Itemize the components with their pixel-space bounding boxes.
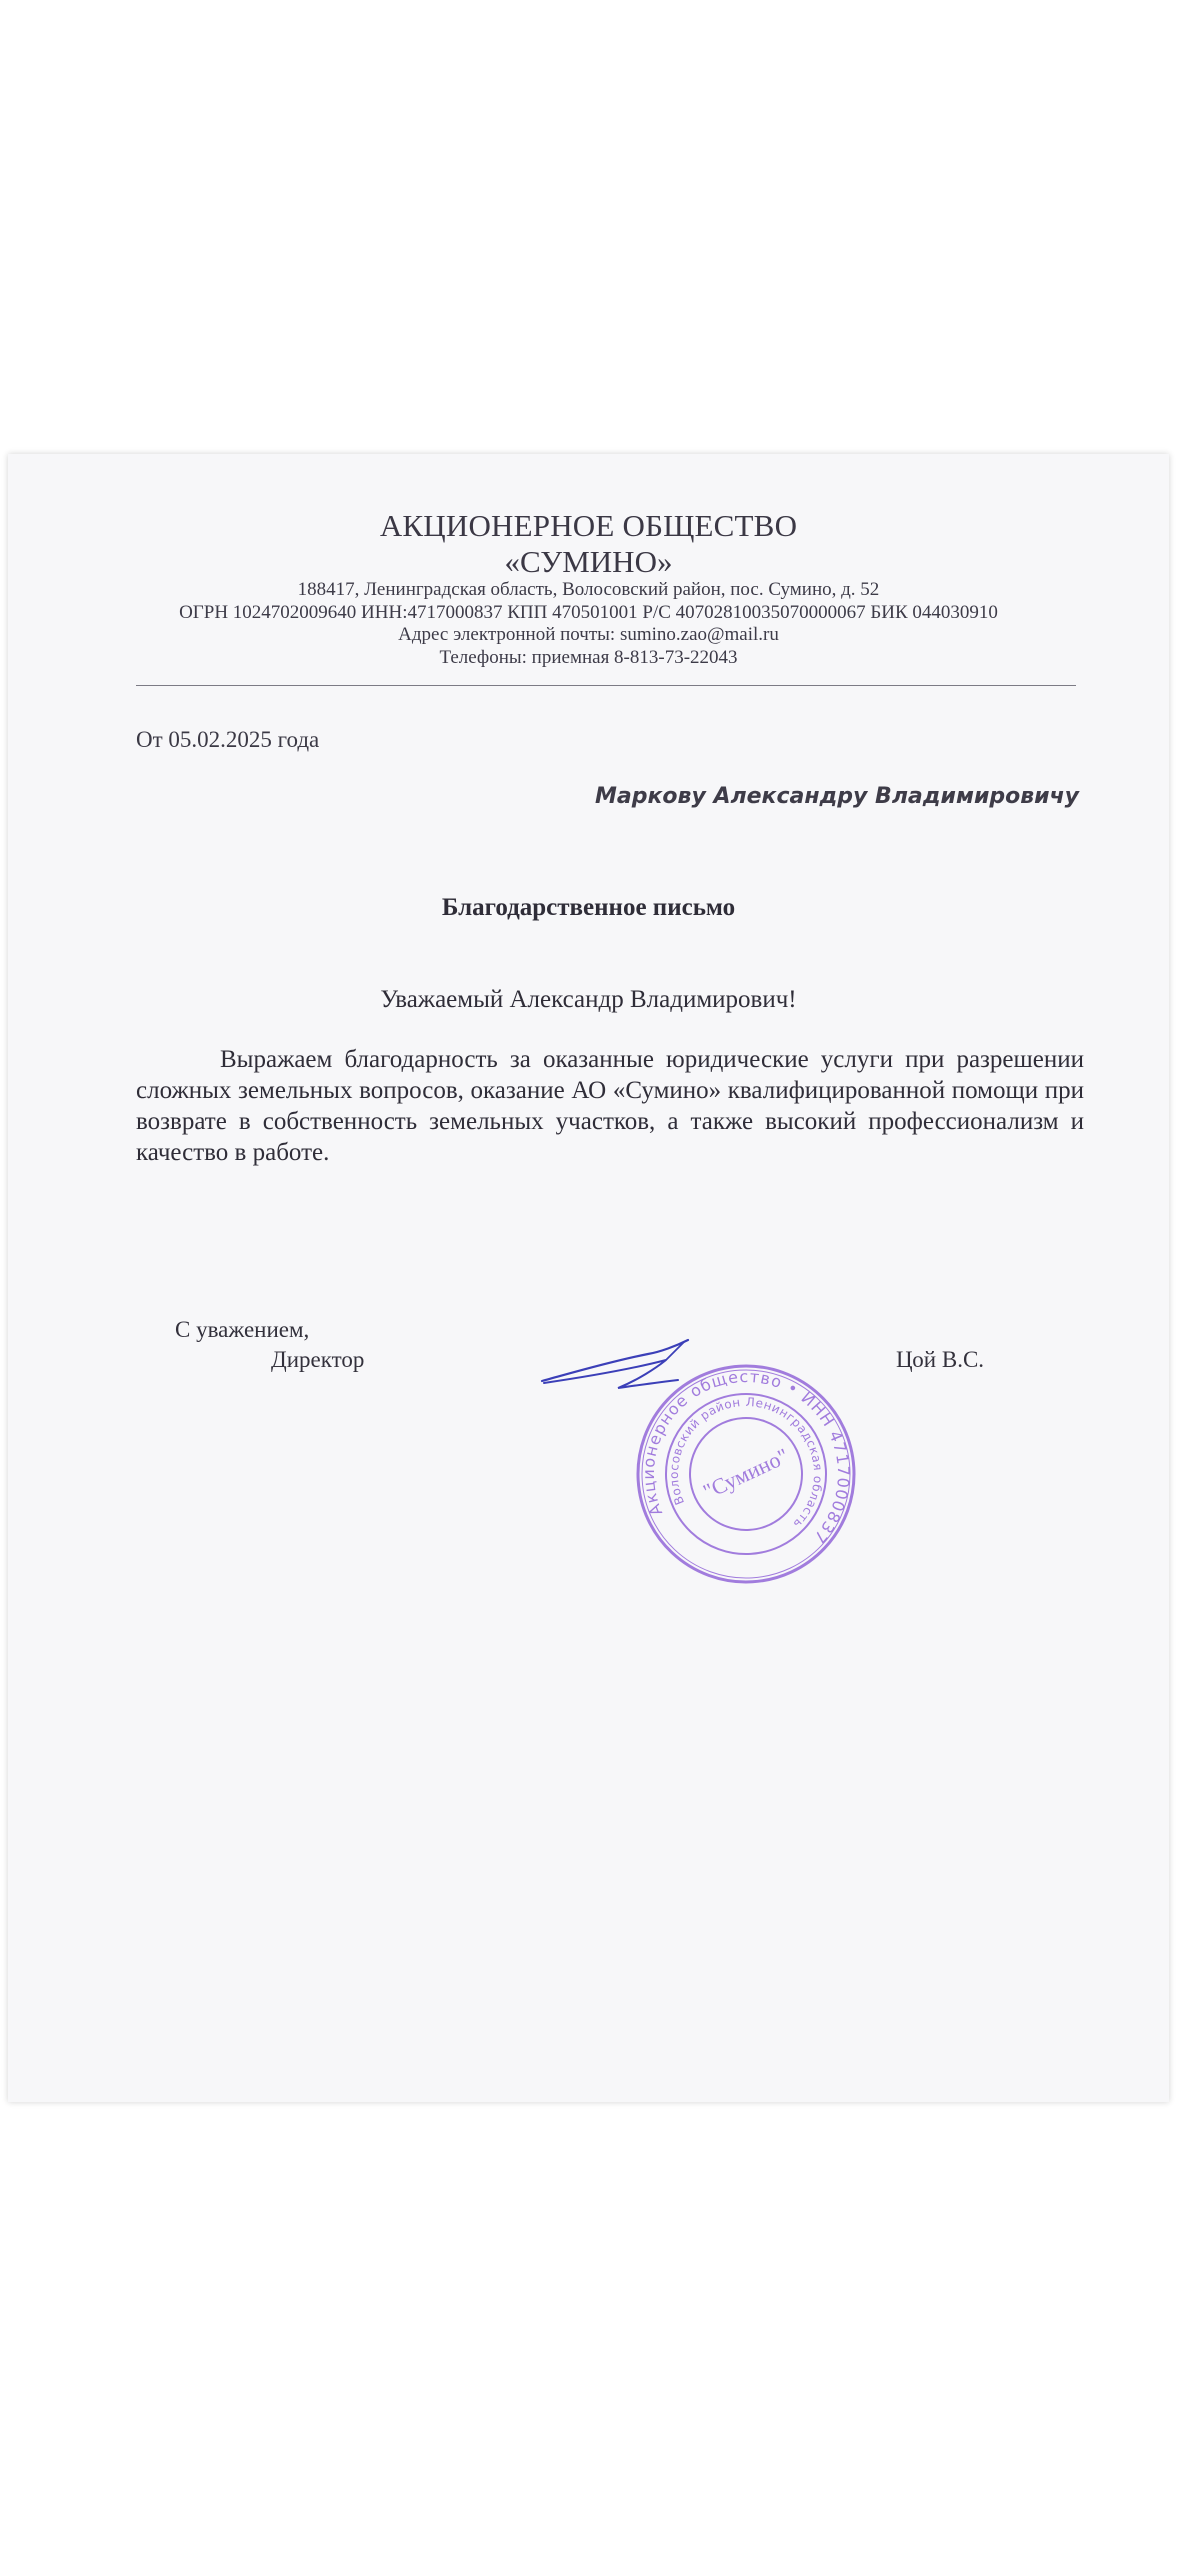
seal-inner-text: Волосовский район Ленинградская область [666, 1394, 826, 1532]
header-divider [136, 685, 1076, 686]
letter-page [8, 454, 1169, 2102]
letter-title: Благодарственное письмо [441, 894, 736, 921]
company-type: АКЦИОНЕРНОЕ ОБЩЕСТВО [379, 508, 798, 543]
closing-phrase: С уважением, [175, 1317, 310, 1342]
letter-body: Выражаем благодарность за оказанные юридические услуги при разрешении сложных земельных вопросов, оказание АО «Сумино» квалифицированной помощи при возврате в собственность земельных участков, а также высокий профессионализм и качество в работе. [136, 1046, 1084, 1166]
signer-name: Цой В.С. [896, 1347, 985, 1372]
seal-outer-text: Акционерное общество • ИНН 4717000837 [638, 1366, 854, 1548]
company-seal [626, 1354, 866, 1594]
letter-greeting: Уважаемый Александр Владимирович! [380, 986, 797, 1013]
company-address: 188417, Ленинградская область, Волосовский район, пос. Сумино, д. 52 [297, 579, 880, 600]
signer-position: Директор [271, 1347, 365, 1372]
company-requisites: ОГРН 1024702009640 ИНН:4717000837 КПП 470501001 Р/С 40702810035070000067 БИК 044030910 [179, 602, 998, 623]
recipient-name: Маркову Александру Владимировичу [595, 784, 1079, 809]
company-name: «СУМИНО» [504, 544, 673, 579]
seal-center-text: "Сумино" [699, 1442, 793, 1505]
letter-date: От 05.02.2025 года [136, 727, 320, 752]
company-email: Адрес электронной почты: sumino.zao@mail.ru [398, 624, 779, 645]
company-phone: Телефоны: приемная 8-813-73-22043 [439, 647, 738, 668]
